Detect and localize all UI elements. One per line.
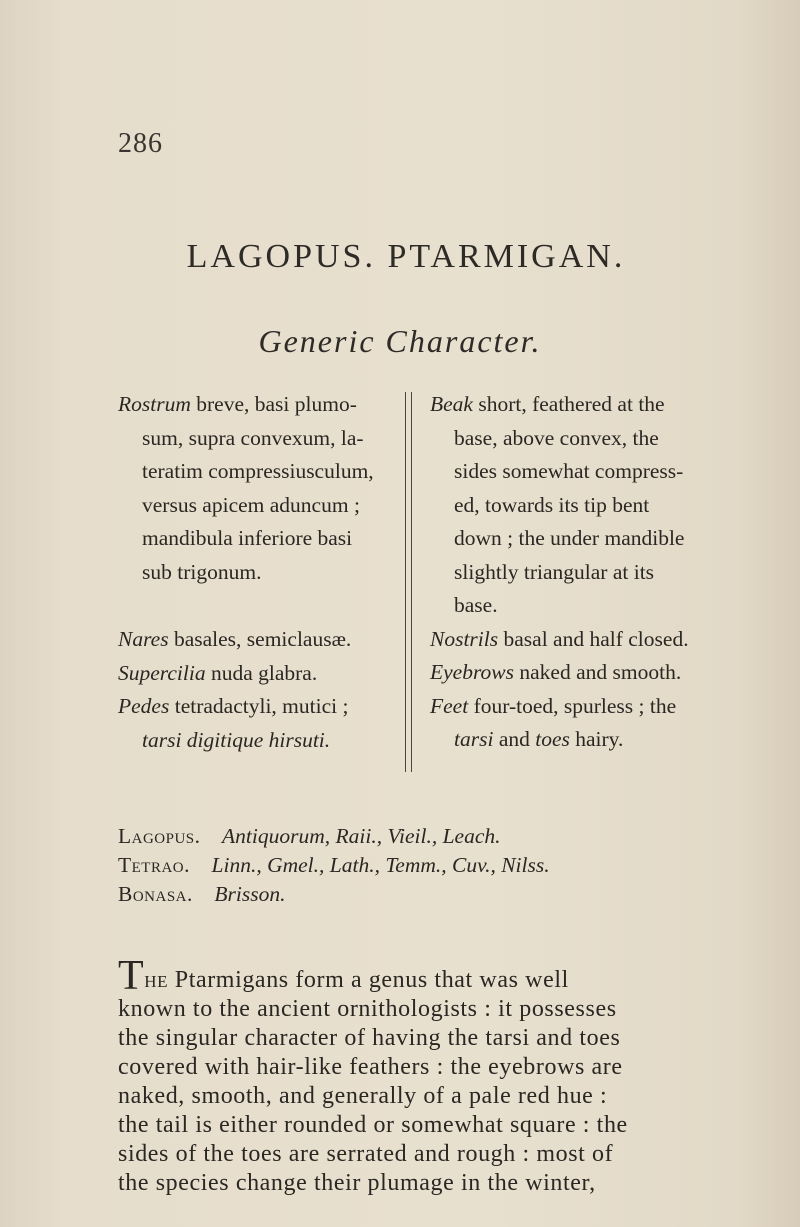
english-line: Nostrils basal and half closed. [430,626,689,651]
latin-line: mandibula inferiore basi [142,526,353,550]
feet-term: Feet [430,693,469,718]
pedes-term: Pedes [118,694,170,718]
latin-line: Nares basales, semiclausæ. [118,627,352,651]
rostrum-term: Rostrum [118,392,191,416]
page-subtitle: Generic Character. [258,323,542,359]
body-line: The Ptarmigans form a genus that was well [118,953,569,999]
english-line: ed, towards its tip bent [454,492,650,517]
english-line: tarsi and toes hairy. [454,727,624,751]
body-line: covered with hair-like feathers : the eyebrows are [118,1054,623,1080]
synonym-genus: Tetrao. [118,853,191,877]
body-line: the tail is either rounded or somewhat square : the [118,1112,628,1138]
english-line: sides somewhat compress- [454,459,684,483]
latin-line: Pedes tetradactyli, mutici ; [118,694,349,718]
synonym-authors: Linn., Gmel., Lath., Temm., Cuv., Nilss. [211,853,550,877]
english-line: Eyebrows naked and smooth. [430,660,682,684]
synonym-genus: Bonasa. [118,882,193,906]
latin-line: versus apicem aduncum ; [142,492,360,517]
latin-line: Rostrum breve, basi plumo- [118,392,357,416]
body-line: naked, smooth, and generally of a pale red hue : [118,1083,608,1109]
beak-term: Beak [430,392,473,416]
body-line: the species change their plumage in the winter, [118,1170,596,1196]
tarsi-term: tarsi [454,727,494,751]
nares-term: Nares [118,627,169,651]
page-title: LAGOPUS. PTARMIGAN. [186,238,626,275]
latin-line: teratim compressiusculum, [142,459,374,483]
body-line: known to the ancient ornithologists : it possesses [118,996,617,1022]
body-line: sides of the toes are serrated and rough : most of [118,1141,614,1167]
synonym-row [118,822,758,851]
english-line: slightly triangular at its [454,559,655,584]
drop-cap: T [118,953,145,999]
english-line: base. [454,593,498,617]
english-line: Feet four-toed, spurless ; the [430,693,677,718]
latin-character-column [118,388,403,757]
synonym-authors: Brisson. [214,882,286,906]
body-paragraph [118,953,778,1198]
latin-line: sum, supra convexum, la- [142,425,364,450]
synonym-authors: Antiquorum, Raii., Vieil., Leach. [222,824,501,848]
synonym-row [118,851,758,880]
latin-line: tarsi digitique hirsuti. [142,727,331,752]
latin-line: Supercilia nuda glabra. [118,660,318,685]
toes-term: toes [535,727,570,751]
english-line: base, above convex, the [454,425,659,450]
english-character-column [430,388,770,757]
synonymy-list [118,822,758,909]
body-line: the singular character of having the tarsi and toes [118,1025,621,1051]
column-divider [405,392,412,772]
eyebrows-term: Eyebrows [430,660,514,684]
page-number: 286 [118,128,163,159]
english-line: down ; the under mandible [454,526,685,550]
synonym-row [118,880,758,909]
supercilia-term: Supercilia [118,660,206,685]
english-line: Beak short, feathered at the [430,392,665,416]
synonym-genus: Lagopus. [118,824,201,848]
nostrils-term: Nostrils [430,626,499,651]
latin-line: sub trigonum. [142,559,262,584]
